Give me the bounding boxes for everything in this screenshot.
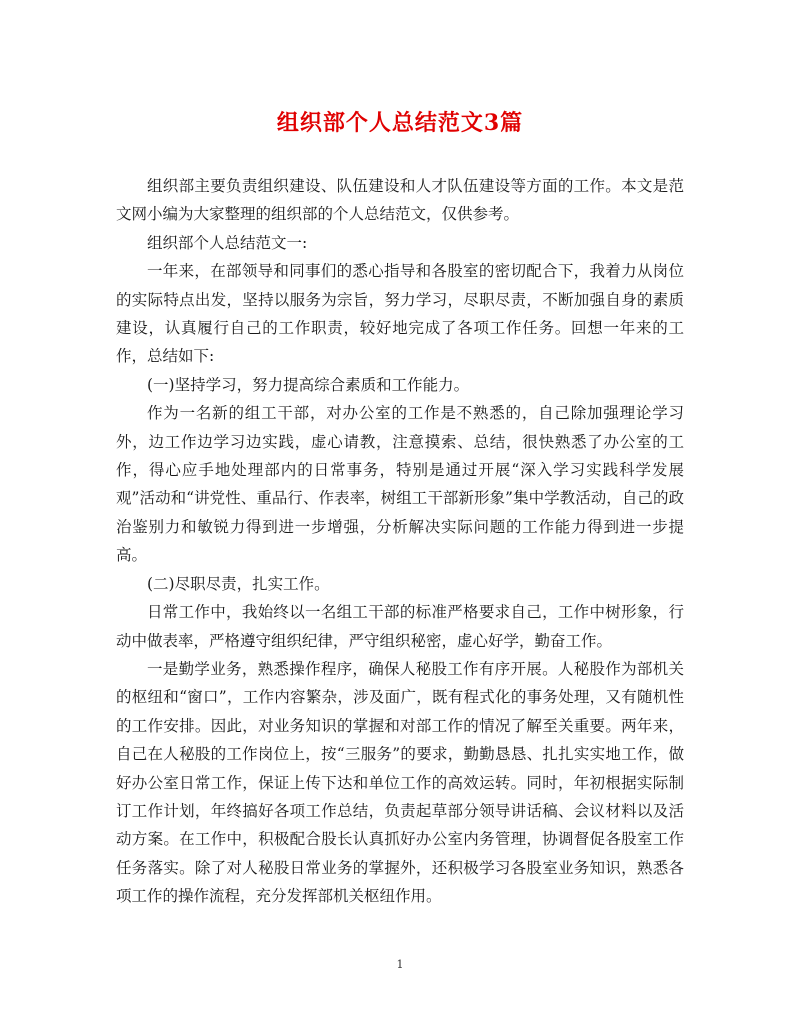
- paragraph-point-one-body: 作为一名新的组工干部，对办公室的工作是不熟悉的，自己除加强理论学习外，边工作边学习边实践，虚心请教，注意摸索、总结，很快熟悉了办公室的工作，得心应手地处理部内的日常事务，特别是通过开展“深入学习实践科学发展观”活动和“讲党性、重品行、作表率，树组工干部新形象”集中学教活动，自己的政治鉴别力和敏锐力得到进一步增强，分析解决实际问题的工作能力得到进一步提高。: [116, 404, 684, 565]
- paragraph-point-two-detail: 一是勤学业务，熟悉操作程序，确保人秘股工作有序开展。人秘股作为部机关的枢纽和“窗口”，工作内容繁杂，涉及面广，既有程式化的事务处理，又有随机性的工作安排。因此，对业务知识的掌握和对部工作的情况了解至关重要。两年来，自己在人秘股的工作岗位上，按“三服务”的要求，勤勤恳恳、扎扎实实地工作，做好办公室日常工作，保证上传下达和单位工作的高效运转。同时，年初根据实际制订工作计划，年终搞好各项工作总结，负责起草部分领导讲话稿、会议材料以及活动方案。在工作中，积极配合股长认真抓好办公室内务管理，协调督促各股室工作任务落实。除了对人秘股日常业务的掌握外，还积极学习各股室业务知识，熟悉各项工作的操作流程，充分发挥部机关枢纽作用。: [116, 659, 684, 906]
- paragraph-point-two-heading: (二)尽职尽责，扎实工作。: [147, 574, 330, 593]
- paragraph-section-heading: 组织部个人总结范文一:: [147, 233, 308, 252]
- paragraph-point-two-body: 日常工作中，我始终以一名组工干部的标准严格要求自己，工作中树形象，行动中做表率，严格遵守组织纪律，严守组织秘密，虚心好学，勤奋工作。: [116, 603, 684, 650]
- paragraph-point-one-heading: (一)坚持学习，努力提高综合素质和工作能力。: [147, 375, 470, 394]
- page-number: 1: [396, 958, 404, 971]
- document-body: [116, 172, 684, 911]
- paragraph-overview: 一年来，在部领导和同事们的悉心指导和各股室的密切配合下，我着力从岗位的实际特点出发，坚持以服务为宗旨，努力学习，尽职尽责，不断加强自身的素质建设，认真履行自己的工作职责，较好地完成了各项工作任务。回想一年来的工作，总结如下:: [116, 262, 684, 366]
- paragraph-intro: 组织部主要负责组织建设、队伍建设和人才队伍建设等方面的工作。本文是范文网小编为大家整理的组织部的个人总结范文，仅供参考。: [116, 177, 684, 224]
- document-title: 组织部个人总结范文3篇: [276, 110, 524, 136]
